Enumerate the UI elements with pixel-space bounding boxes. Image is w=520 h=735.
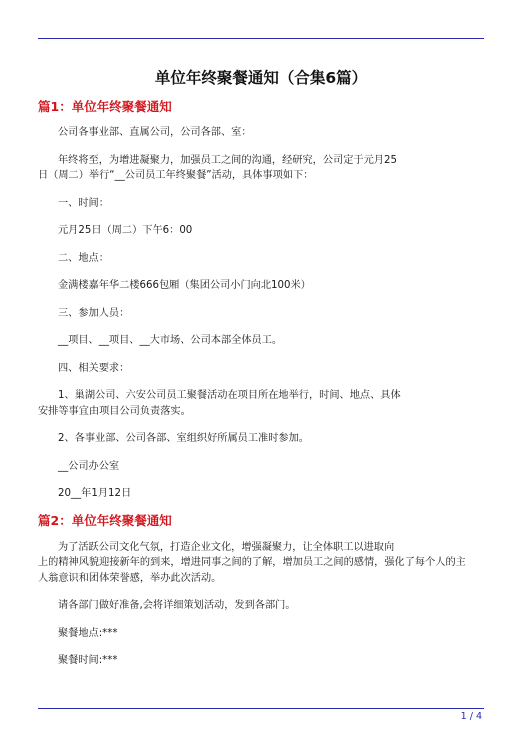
- section-2-paragraph: 请各部门做好准备,会将详细策划活动，发到各部门。: [58, 600, 296, 611]
- page-number: 1 / 4: [460, 711, 482, 722]
- section-2-heading: 篇2：单位年终聚餐通知: [38, 512, 172, 528]
- section-2-paragraph: 为了活跃公司文化气氛，打造企业文化，增强凝聚力，让全体职工以进取向: [58, 541, 395, 553]
- section-1-paragraph: 日（周二）举行“__公司员工年终聚餐”活动，具体事项如下：: [38, 170, 314, 181]
- section-1-paragraph: __公司办公室: [58, 460, 120, 472]
- bottom-rule: [38, 708, 484, 709]
- section-1-paragraph: 四、相关要求：: [58, 362, 130, 374]
- section-1-paragraph: 元月25日（周二）下午6：00: [58, 225, 193, 236]
- section-1-heading: 篇1：单位年终聚餐通知: [38, 99, 172, 114]
- section-1-paragraph: 年终将至，为增进凝聚力，加强员工之间的沟通，经研究，公司定于元月25: [58, 154, 397, 166]
- section-1-paragraph: 二、地点：: [58, 252, 109, 264]
- section-1-paragraph: 一、时间：: [58, 197, 109, 209]
- document-title: 单位年终聚餐通知（合集6篇）: [154, 69, 368, 87]
- section-2-paragraph: 聚餐时间:***: [58, 655, 118, 666]
- top-rule: [38, 38, 484, 39]
- section-1-paragraph: 20__年1月12日: [58, 488, 132, 499]
- section-1-paragraph: 安排等事宜由项目公司负责落实。: [38, 405, 191, 417]
- section-1-paragraph: 三、参加人员：: [58, 307, 130, 319]
- section-1-paragraph: 金满楼嘉年华二楼666包厢（集团公司小门向北100米）: [58, 280, 311, 291]
- section-2-paragraph: 上的精神风貌迎接新年的到来，增进同事之间的了解，增加员工之间的感情，强化了每个人的主: [38, 557, 466, 568]
- section-1-paragraph: 1、巢湖公司、六安公司员工聚餐活动在项目所在地举行，时间、地点、具体: [58, 390, 401, 401]
- section-1-paragraph: 2、各事业部、公司各部、室组织好所属员工准时参加。: [58, 433, 309, 444]
- section-1-paragraph: 公司各事业部、直属公司，公司各部、室：: [58, 127, 252, 138]
- section-2-paragraph: 聚餐地点:***: [58, 627, 118, 639]
- document-body: [38, 98, 484, 669]
- section-1-paragraph: __项目、__项目、__大市场、公司本部全体员工。: [58, 335, 283, 346]
- section-2-paragraph: 人翁意识和团体荣誉感，举办此次活动。: [38, 572, 222, 584]
